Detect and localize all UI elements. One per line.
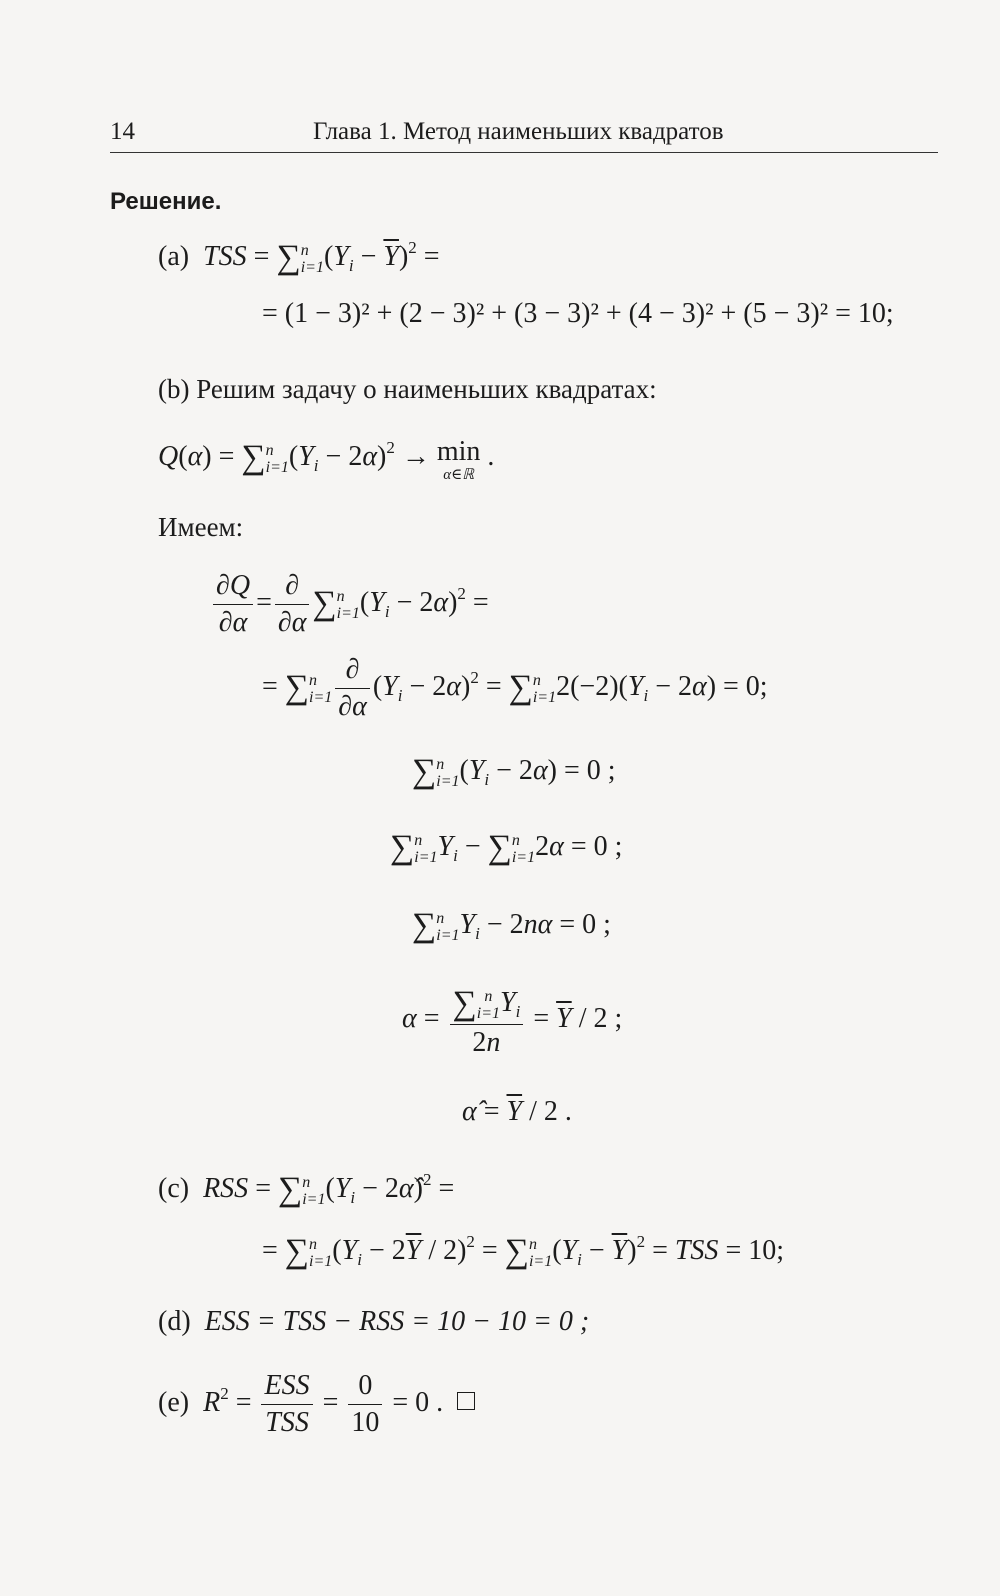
equation-alpha: α = ∑ n i=1 $Y_i$ 2n = $\overline{Y} / 2$ ; [402, 982, 622, 1059]
page-number: 14 [110, 118, 135, 145]
equation-d-body: ESS = TSS − RSS = 10 − 10 = 0 ; [204, 1306, 590, 1337]
label-d: (d) [158, 1306, 191, 1337]
equation-derivative-line1: $\frac{\partial Q}{\partial\alpha}$ = $\frac{\partial}{\partial\alpha}$ ∑ n i=1 $(Y_i - 2\alpha)^2$ = [210, 570, 489, 639]
equation-b-objective: Q(α) = ∑ n i=1 $(Y_i - 2\alpha)^2$ → min α∈ℝ . [158, 436, 495, 483]
equation-c-line2: = ∑ n i=1 $(Y_i - 2\overline{Y} / 2)^2$ = ∑ n i=1 $(Y_i - \overline{Y})^2$ = TSS = 10; [262, 1232, 785, 1270]
equation-e: (e) $R^2$ = $\frac{\text{ESS}}{\text{TSS}}$ = $\frac{0}{10}$ = 0 . [158, 1370, 475, 1439]
equation-a-line2: = (1 − 3)² + (2 − 3)² + (3 − 3)² + (4 − 3)² + (5 − 3)² = 10; [262, 298, 894, 329]
equation-step1: ∑ n i=1 $(Y_i - 2\alpha) = 0$ ; [412, 753, 616, 790]
equation-step3: ∑ n i=1 $Y_i - 2n\alpha = 0$ ; [412, 907, 611, 944]
equation-c-line1: (c) RSS = ∑ n i=1 ($Y_i$ − 2α̂)$^2$ = [158, 1170, 455, 1208]
equation-alpha-hat: α̂ = $\overline{Y} / 2$ . [462, 1096, 572, 1127]
label-e: (e) [158, 1386, 190, 1418]
equation-d [158, 1306, 589, 1338]
qed-square-icon [457, 1392, 475, 1410]
label-a: (a) [158, 241, 190, 272]
header-rule [110, 152, 938, 153]
label-c: (c) [158, 1173, 190, 1204]
equation-derivative-line2: = ∑ n i=1 $\frac{\partial}{\partial\alpha}$ $(Y_i - 2\alpha)^2$ = ∑ n i=1 $2(-2)(Y_i - 2\alpha) = 0$; [262, 654, 768, 722]
part-b-text: (b) Решим задачу о наименьших квадратах: [158, 374, 657, 404]
equation-a-line1: (a) TSS = ∑ n i=1 $(Y_i - \overline{Y})^2$ = [158, 238, 440, 276]
equation-step2: ∑ n i=1 $Y_i$ − ∑ n i=1 2α = 0 ; [390, 829, 623, 866]
chapter-title: Глава 1. Метод наименьших квадратов [313, 118, 724, 145]
solution-heading: Решение. [110, 188, 222, 215]
have-text: Имеем: [158, 512, 244, 542]
